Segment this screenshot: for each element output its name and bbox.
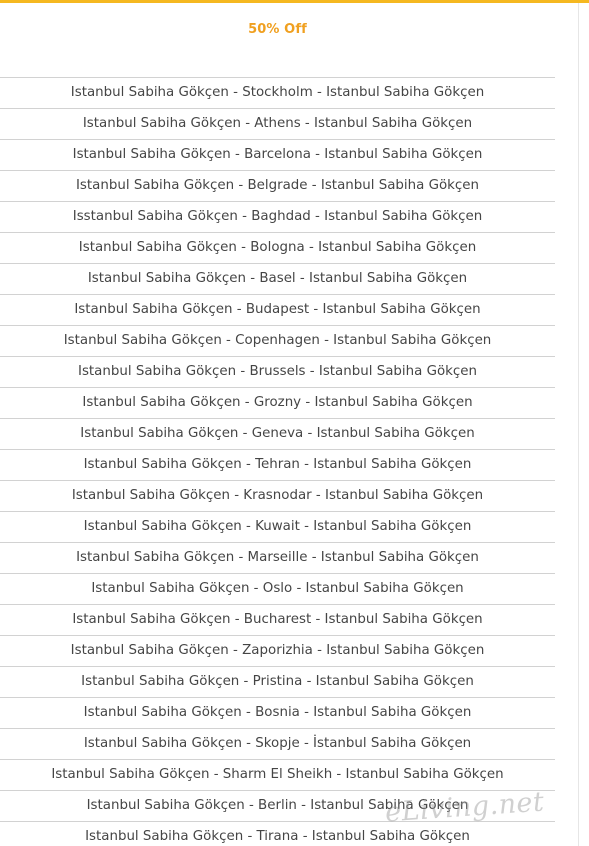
- route-row-bologna[interactable]: Istanbul Sabiha Gökçen - Bologna - Istanbul Sabiha Gökçen: [0, 233, 555, 264]
- route-row-geneva[interactable]: Istanbul Sabiha Gökçen - Geneva - Istanbul Sabiha Gökçen: [0, 419, 555, 450]
- route-row-zaporizhia[interactable]: Istanbul Sabiha Gökçen - Zaporizhia - Istanbul Sabiha Gökçen: [0, 636, 555, 667]
- discount-label: 50% Off: [248, 22, 307, 37]
- route-row-barcelona[interactable]: Istanbul Sabiha Gökçen - Barcelona - Istanbul Sabiha Gökçen: [0, 140, 555, 171]
- route-row-bucharest[interactable]: Istanbul Sabiha Gökçen - Bucharest - Istanbul Sabiha Gökçen: [0, 605, 555, 636]
- route-row-kuwait[interactable]: Istanbul Sabiha Gökçen - Kuwait - Istanbul Sabiha Gökçen: [0, 512, 555, 543]
- route-row-bosnia[interactable]: Istanbul Sabiha Gökçen - Bosnia - Istanbul Sabiha Gökçen: [0, 698, 555, 729]
- route-row-grozny[interactable]: Istanbul Sabiha Gökçen - Grozny - Istanbul Sabiha Gökçen: [0, 388, 555, 419]
- route-row-tehran[interactable]: Istanbul Sabiha Gökçen - Tehran - Istanbul Sabiha Gökçen: [0, 450, 555, 481]
- route-row-tirana[interactable]: Istanbul Sabiha Gökçen - Tirana - Istanbul Sabiha Gökçen: [0, 822, 555, 846]
- watermark-logo: eLiving.net: [384, 786, 546, 829]
- route-row-oslo[interactable]: Istanbul Sabiha Gökçen - Oslo - Istanbul Sabiha Gökçen: [0, 574, 555, 605]
- route-row-baghdad[interactable]: Isstanbul Sabiha Gökçen - Baghdad - Istanbul Sabiha Gökçen: [0, 202, 555, 233]
- route-row-pristina[interactable]: Istanbul Sabiha Gökçen - Pristina - Istanbul Sabiha Gökçen: [0, 667, 555, 698]
- route-row-athens[interactable]: Istanbul Sabiha Gökçen - Athens - Istanbul Sabiha Gökçen: [0, 109, 555, 140]
- route-list: [0, 77, 555, 846]
- route-row-berlin[interactable]: Istanbul Sabiha Gökçen - Berlin - Istanbul Sabiha Gökçen: [0, 791, 555, 822]
- route-row-budapest[interactable]: Istanbul Sabiha Gökçen - Budapest - Istanbul Sabiha Gökçen: [0, 295, 555, 326]
- route-row-krasnodar[interactable]: Istanbul Sabiha Gökçen - Krasnodar - Istanbul Sabiha Gökçen: [0, 481, 555, 512]
- route-row-marseille[interactable]: Istanbul Sabiha Gökçen - Marseille - Istanbul Sabiha Gökçen: [0, 543, 555, 574]
- discount-header: [0, 3, 555, 77]
- route-row-brussels[interactable]: Istanbul Sabiha Gökçen - Brussels - Istanbul Sabiha Gökçen: [0, 357, 555, 388]
- route-row-skopje[interactable]: Istanbul Sabiha Gökçen - Skopje - İstanbul Sabiha Gökçen: [0, 729, 555, 760]
- route-row-stockholm[interactable]: Istanbul Sabiha Gökçen - Stockholm - Istanbul Sabiha Gökçen: [0, 78, 555, 109]
- route-row-sharm-el-sheikh[interactable]: Istanbul Sabiha Gökçen - Sharm El Sheikh - Istanbul Sabiha Gökçen: [0, 760, 555, 791]
- route-row-copenhagen[interactable]: Istanbul Sabiha Gökçen - Copenhagen - Istanbul Sabiha Gökçen: [0, 326, 555, 357]
- route-row-belgrade[interactable]: Istanbul Sabiha Gökçen - Belgrade - Istanbul Sabiha Gökçen: [0, 171, 555, 202]
- right-divider: [578, 3, 579, 846]
- route-row-basel[interactable]: Istanbul Sabiha Gökçen - Basel - Istanbul Sabiha Gökçen: [0, 264, 555, 295]
